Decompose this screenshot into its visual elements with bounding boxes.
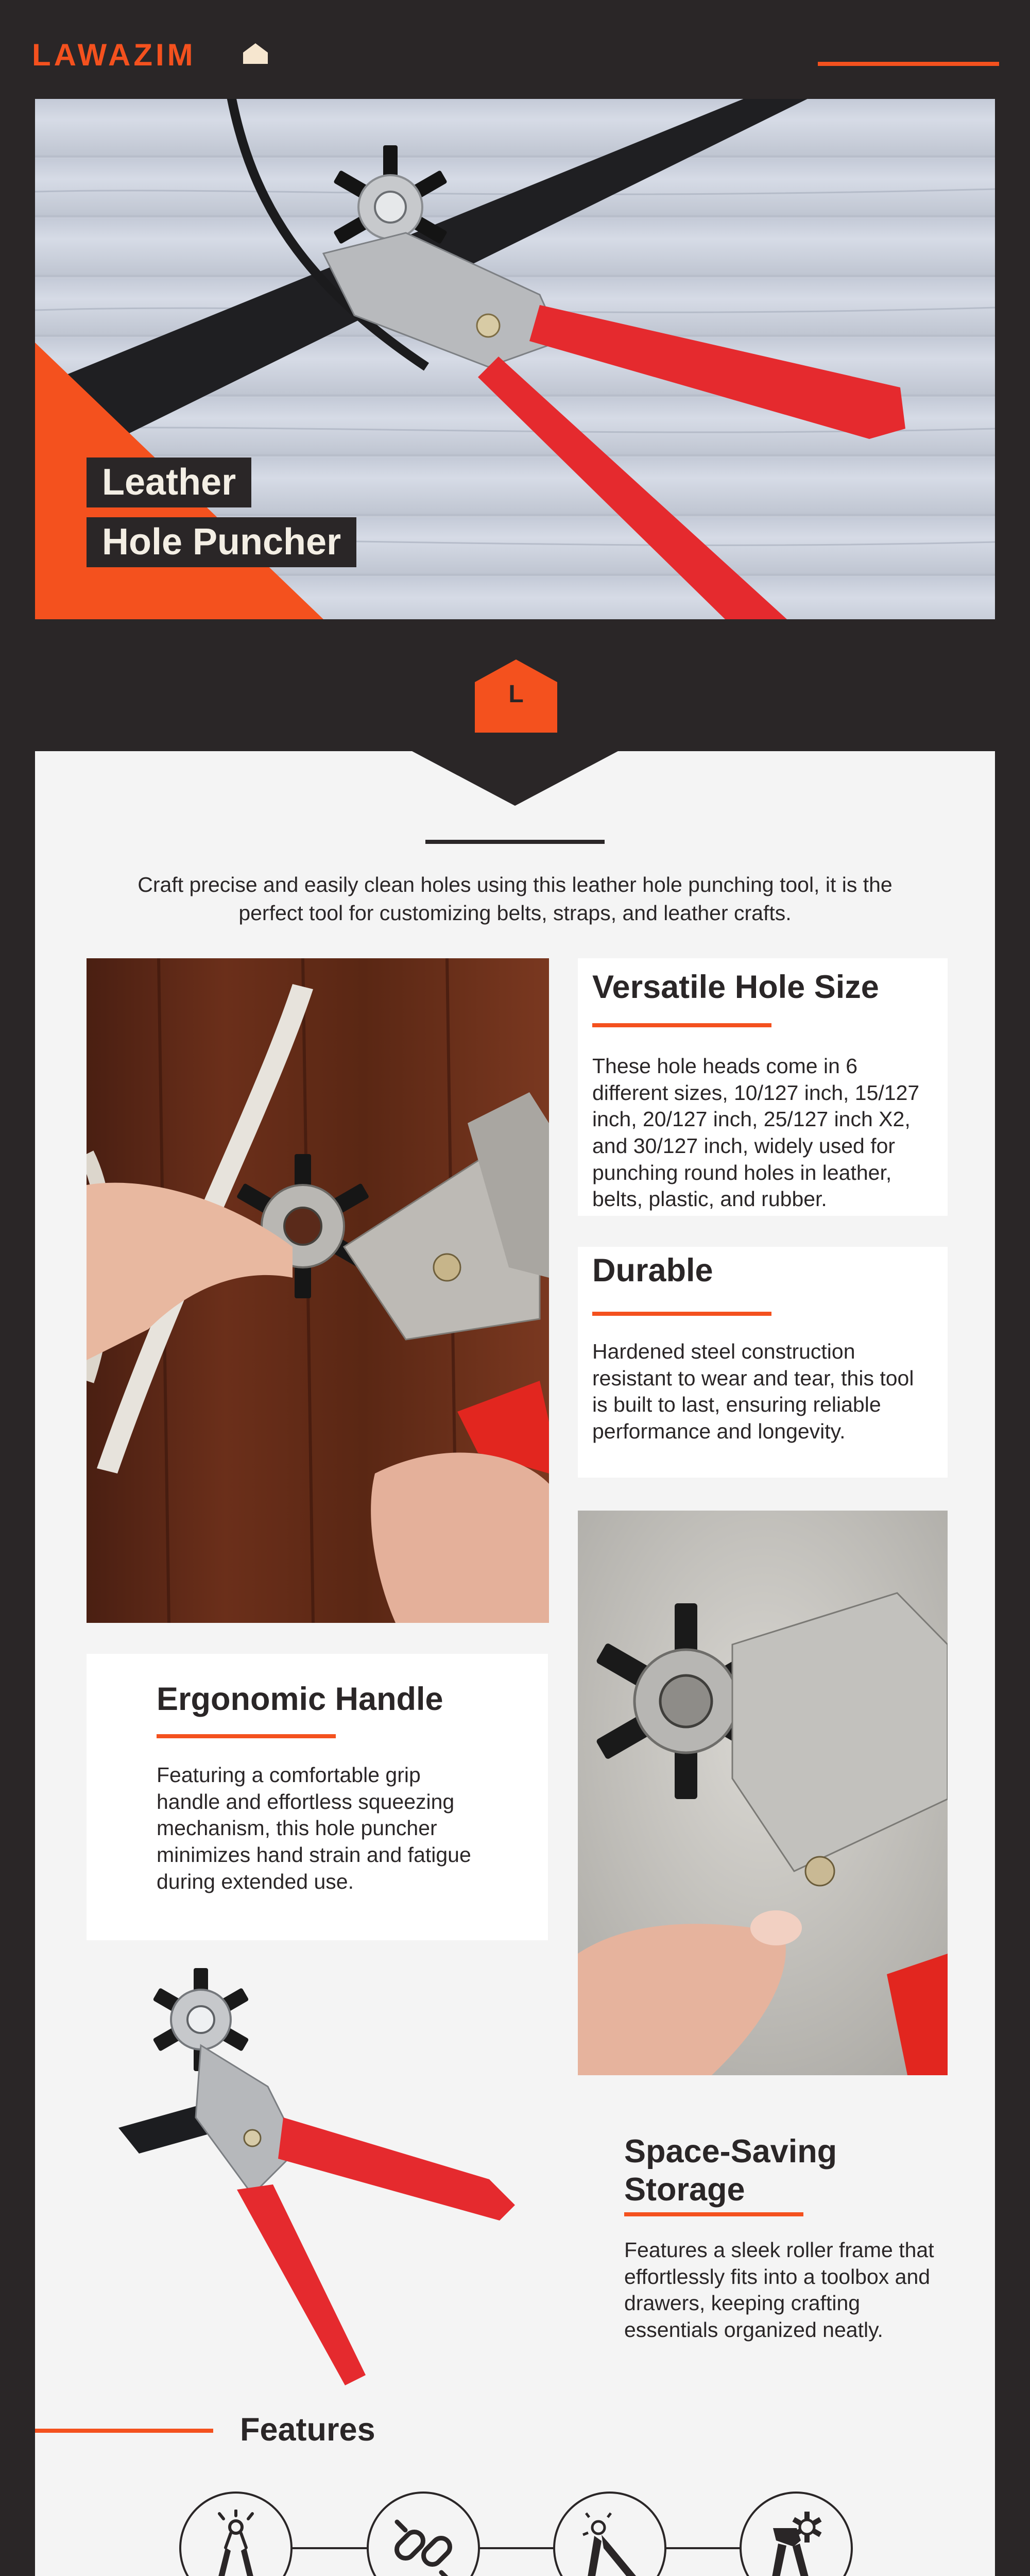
panel-notch: [412, 751, 618, 806]
photo-punch-closeup: [578, 1511, 948, 2075]
card-rule-versatile: [592, 1023, 771, 1027]
photo-hand-with-punch: [87, 958, 549, 1623]
card-title-versatile: Versatile Hole Size: [592, 969, 879, 1005]
hero-title-line-1: Leather: [87, 457, 251, 507]
features-accent-line: [35, 2429, 213, 2433]
product-image-hole-punch: [98, 1963, 536, 2391]
card-title-space-saving-line2: Storage: [624, 2172, 745, 2208]
card-text-versatile: These hole heads come in 6 different sizes, 10/127 inch, 15/127 inch, 20/127 inch, 25/127 inch X2, and 30/127 inch, widely used for punching round holes in leather, belts, plastic, and rubber.: [592, 1054, 920, 1211]
card-rule-space-saving: [624, 2212, 803, 2216]
card-rule-durable: [592, 1312, 771, 1316]
features-connector-line: [237, 2547, 798, 2549]
brand-logo-text: LAWAZIM: [32, 38, 196, 72]
card-text-ergonomic: Featuring a comfortable grip handle and effortless squeezing mechanism, this hole puncher minimizes hand strain and fatigue during extended use.: [157, 1763, 471, 1893]
intro-text: Craft precise and easily clean holes using this leather hole punching tool, it is the perfect tool for customizing belts, straps, and leather crafts.: [138, 873, 892, 925]
card-title-durable: Durable: [592, 1252, 713, 1289]
card-text-space-saving: Features a sleek roller frame that effortlessly fits into a toolbox and drawers, keeping crafting essentials organized neatly.: [624, 2238, 934, 2342]
header-accent-line: [818, 62, 999, 66]
card-rule-ergonomic: [157, 1734, 336, 1738]
card-title-space-saving-line1: Space-Saving: [624, 2133, 837, 2170]
card-text-durable: Hardened steel construction resistant to wear and tear, this tool is built to last, ensuring reliable performance and longevity.: [592, 1340, 914, 1443]
house-icon: [241, 41, 270, 65]
card-title-ergonomic: Ergonomic Handle: [157, 1681, 443, 1717]
hero-title-line-2: Hole Puncher: [87, 517, 356, 567]
features-title: Features: [240, 2412, 375, 2448]
badge-letter: L: [508, 681, 524, 708]
intro-divider: [425, 840, 605, 844]
